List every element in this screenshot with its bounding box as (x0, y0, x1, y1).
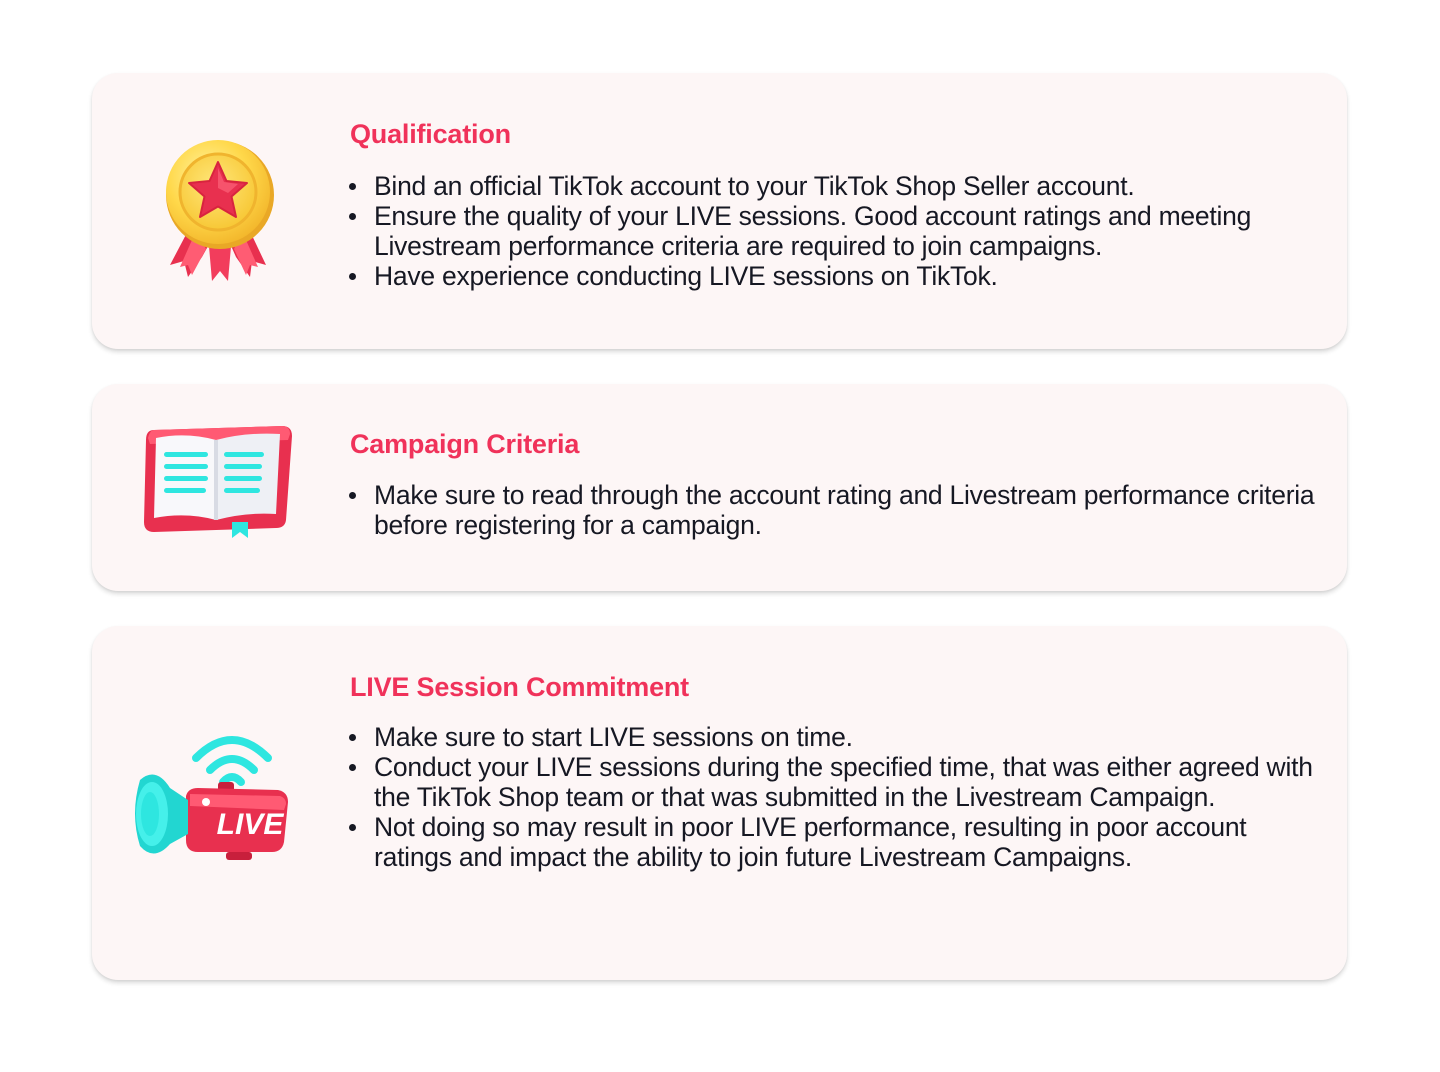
qualification-card (92, 73, 1347, 349)
list-item: Make sure to read through the account rating and Livestream performance criteria before registering for a campaign. (374, 480, 1323, 540)
open-book-icon (142, 424, 294, 540)
list-item: Make sure to start LIVE sessions on time. (374, 722, 1323, 752)
section-title: Qualification (350, 119, 511, 149)
list-item: Conduct your LIVE sessions during the specified time, that was either agreed with the TikTok Shop team or that was submitted in the Livestream Campaign. (374, 752, 1323, 812)
live-session-commitment-card (92, 626, 1347, 980)
section-title: Campaign Criteria (350, 429, 580, 459)
list-item: Have experience conducting LIVE sessions on TikTok. (374, 261, 1323, 291)
section-title: LIVE Session Commitment (350, 672, 689, 702)
live-label: LIVE (216, 808, 284, 841)
list-item: Not doing so may result in poor LIVE performance, resulting in poor account ratings and impact the ability to join future Livestream Campaigns. (374, 812, 1323, 872)
live-camera-icon (134, 730, 294, 864)
award-medal-icon (162, 139, 280, 285)
list-item: Ensure the quality of your LIVE sessions. Good account ratings and meeting Livestream performance criteria are required to join campaigns. (374, 201, 1323, 261)
requirement-list (374, 171, 1323, 291)
requirement-list (374, 480, 1323, 540)
campaign-criteria-card (92, 384, 1347, 591)
requirement-list (374, 722, 1323, 872)
list-item: Bind an official TikTok account to your TikTok Shop Seller account. (374, 171, 1323, 201)
